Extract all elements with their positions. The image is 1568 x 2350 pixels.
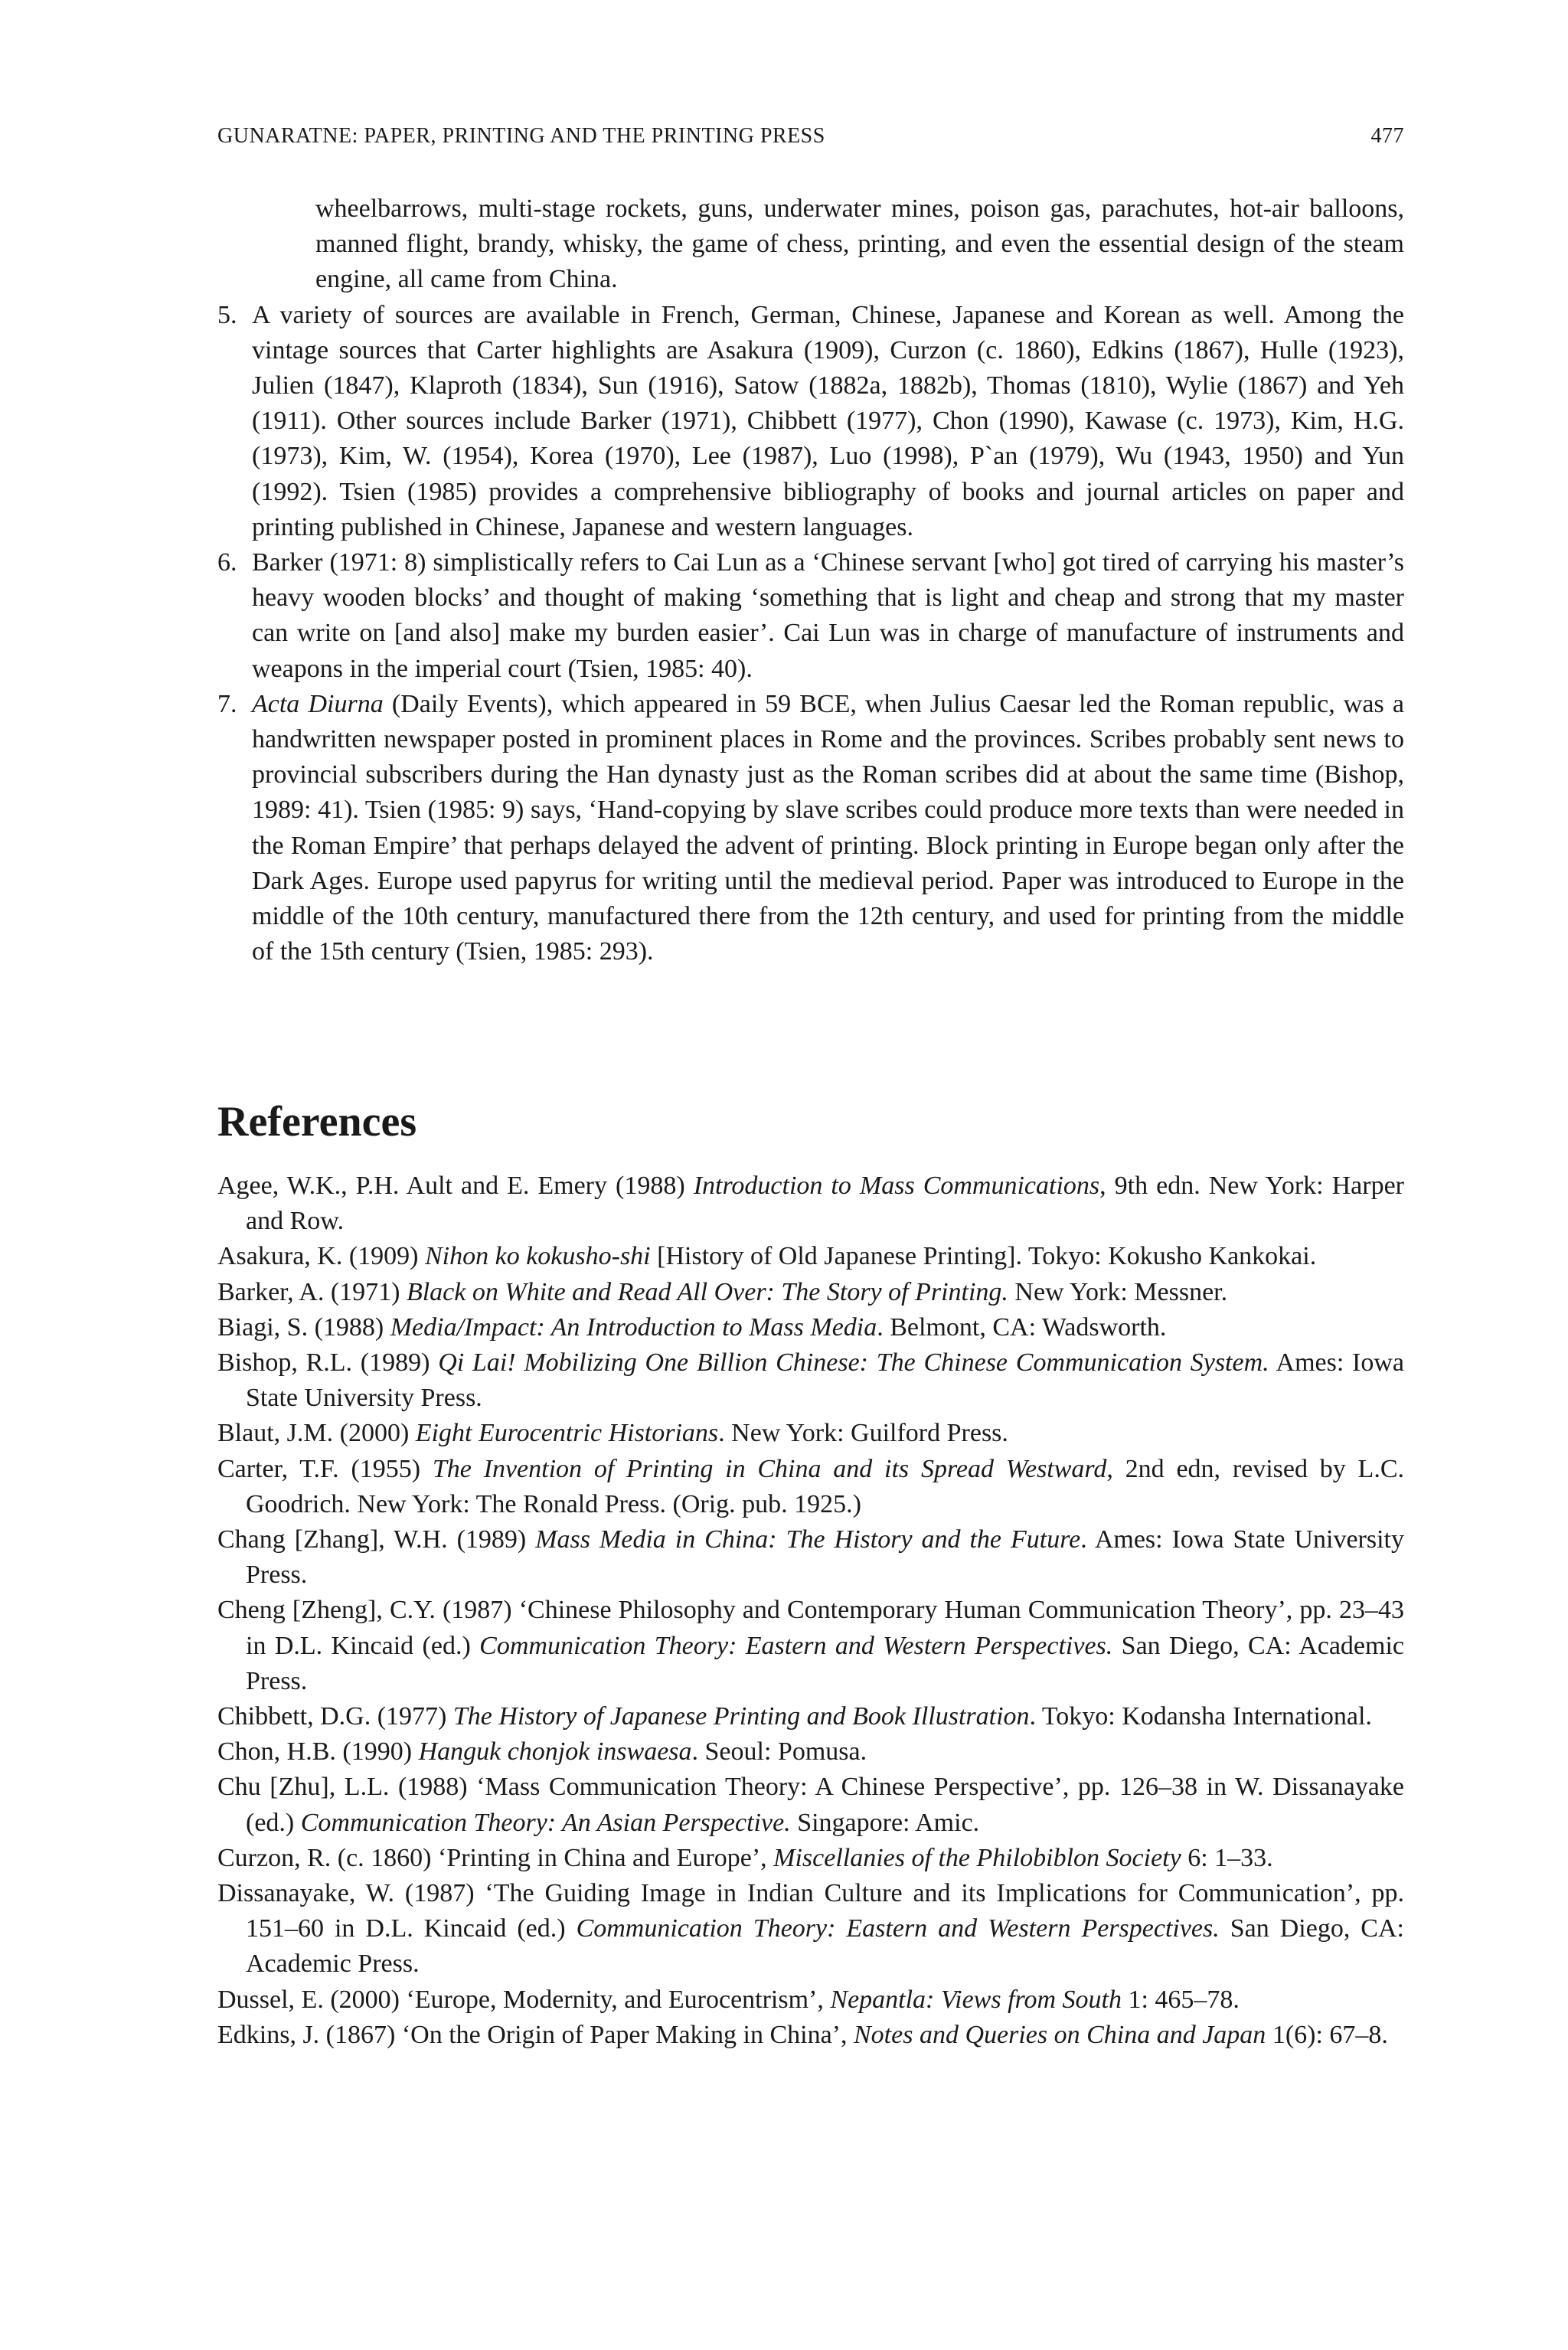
reference-title: Communication Theory: Eastern and Western Perspectives. <box>576 1914 1220 1943</box>
reference-entry <box>217 2018 1404 2053</box>
reference-title: Miscellanies of the Philobiblon Society <box>773 1843 1181 1872</box>
reference-entry <box>217 1310 1404 1345</box>
references-heading: References <box>217 1098 417 1146</box>
reference-title: Black on White and Read All Over: The Story of Printing. <box>406 1277 1008 1306</box>
running-header <box>217 124 1404 158</box>
reference-author-date: Curzon, R. (c. 1860) ‘Printing in China and Europe’, <box>217 1843 774 1872</box>
reference-title: Hanguk chonjok inswaesa <box>418 1737 692 1767</box>
endnote-5 <box>217 298 1404 545</box>
reference-publication: . Tokyo: Kodansha International. <box>1029 1702 1372 1731</box>
reference-title: Nepantla: Views from South <box>830 1985 1122 2014</box>
endnote-italic-title: Acta Diurna <box>252 689 384 718</box>
reference-publication: San Diego, CA: Academic Press. <box>246 1631 1404 1695</box>
reference-entry <box>217 1876 1404 1982</box>
reference-entry <box>217 1275 1404 1310</box>
reference-author-date: Chu [Zhu], L.L. (1988) ‘Mass Communication Theory: A Chinese Perspective’, pp. 126–38 in W. Dissanayake (ed.) <box>217 1773 1404 1837</box>
reference-publication: . New York: Guilford Press. <box>718 1419 1008 1448</box>
reference-author-date: Agee, W.K., P.H. Ault and E. Emery (1988) <box>217 1172 694 1200</box>
endnote-text: (Daily Events), which appeared in 59 BCE, when Julius Caesar led the Roman republic, was a handwritten newspaper posted in prominent places in Rome and the provinces. Scribes probably sent news to provincial subscribers during the Han dynasty just as the Roman scribes did at about the same time (Bishop, 1989: 41). Tsien (1985: 9) says, ‘Hand-copying by slave scribes could produce more texts than were needed in the Roman Empire’ that perhaps delayed the advent of printing. Block printing in Europe began only after the Dark Ages. Europe used papyrus for writing until the medieval period. Paper was introduced to Europe in the middle of the 10th century, manufactured there from the 12th century, and used for printing from the middle of the 15th century (Tsien, 1985: 293). <box>252 689 1404 966</box>
reference-author-date: Chon, H.B. (1990) <box>217 1737 419 1767</box>
reference-title: Qi Lai! Mobilizing One Billion Chinese: The Chinese Communication System. <box>438 1348 1269 1378</box>
reference-publication: [History of Old Japanese Printing]. Tokyo: Kokusho Kankokai. <box>650 1242 1317 1271</box>
reference-publication: Ames: Iowa State University Press. <box>246 1348 1404 1413</box>
reference-publication: , 2nd edn, revised by L.C. Goodrich. New York: The Ronald Press. (Orig. pub. 1925.) <box>246 1454 1404 1518</box>
reference-title: Mass Media in China: The History and the Future <box>535 1525 1081 1554</box>
reference-author-date: Chang [Zhang], W.H. (1989) <box>217 1525 536 1554</box>
endnote-number: 7. <box>217 689 237 718</box>
reference-author-date: Barker, A. (1971) <box>217 1277 407 1306</box>
reference-publication: New York: Messner. <box>1008 1277 1228 1306</box>
page-number: 477 <box>1370 124 1404 148</box>
reference-title: Notes and Queries on China and Japan <box>854 2020 1266 2049</box>
reference-title: Introduction to Mass Communications <box>693 1172 1100 1200</box>
reference-author-date: Asakura, K. (1909) <box>217 1242 425 1271</box>
references-list <box>217 1168 1404 2053</box>
reference-entry <box>217 1168 1404 1239</box>
reference-entry <box>217 1699 1404 1734</box>
reference-publication: . Ames: Iowa State University Press. <box>246 1525 1404 1590</box>
reference-title: The Invention of Printing in China and its Spread Westward <box>432 1454 1107 1483</box>
reference-title: Eight Eurocentric Historians <box>415 1419 719 1448</box>
reference-entry <box>217 1345 1404 1416</box>
reference-title: Communication Theory: Eastern and Western Perspectives. <box>479 1631 1113 1660</box>
reference-entry <box>217 1416 1404 1451</box>
reference-author-date: Blaut, J.M. (2000) <box>217 1419 416 1448</box>
reference-title: The History of Japanese Printing and Book Illustration <box>452 1702 1030 1731</box>
reference-author-date: Bishop, R.L. (1989) <box>217 1348 439 1378</box>
reference-entry <box>217 1770 1404 1840</box>
endnote-6 <box>217 545 1404 687</box>
reference-title: Communication Theory: An Asian Perspective. <box>300 1808 791 1837</box>
running-title: GUNARATNE: PAPER, PRINTING AND THE PRINTING PRESS <box>217 124 825 148</box>
reference-publication: 1(6): 67–8. <box>1266 2020 1388 2049</box>
reference-entry <box>217 1841 1404 1876</box>
reference-author-date: Carter, T.F. (1955) <box>217 1454 433 1483</box>
reference-publication: 6: 1–33. <box>1181 1843 1273 1872</box>
reference-title: Nihon ko kokusho-shi <box>425 1242 651 1271</box>
endnotes <box>217 191 1404 969</box>
reference-entry <box>217 1452 1404 1522</box>
reference-author-date: Edkins, J. (1867) ‘On the Origin of Paper Making in China’, <box>217 2020 854 2049</box>
reference-author-date: Biagi, S. (1988) <box>217 1312 390 1342</box>
reference-author-date: Dussel, E. (2000) ‘Europe, Modernity, and Eurocentrism’, <box>217 1985 831 2014</box>
endnote-number: 6. <box>217 548 237 577</box>
note-continuation: wheelbarrows, multi-stage rockets, guns, underwater mines, poison gas, parachutes, hot-air balloons, manned flight, brandy, whisky, the game of chess, printing, and even the essential design of the steam engine, all came from China. <box>315 194 1404 294</box>
reference-publication: . Seoul: Pomusa. <box>691 1737 867 1767</box>
reference-publication: 1: 465–78. <box>1121 1985 1240 2014</box>
reference-entry <box>217 1522 1404 1593</box>
reference-publication: , 9th edn. New York: Harper and Row. <box>246 1172 1404 1236</box>
reference-author-date: Chibbett, D.G. (1977) <box>217 1702 453 1731</box>
reference-publication: San Diego, CA: Academic Press. <box>246 1914 1404 1979</box>
reference-entry <box>217 1239 1404 1274</box>
endnote-text: Barker (1971: 8) simplistically refers to Cai Lun as a ‘Chinese servant [who] got tired of carrying his master’s heavy wooden blocks’ and thought of making ‘something that is light and cheap and strong that my master can write on [and also] make my burden easier’. Cai Lun was in charge of manufacture of instruments and weapons in the imperial court (Tsien, 1985: 40). <box>252 548 1404 683</box>
reference-author-date: Dissanayake, W. (1987) ‘The Guiding Image in Indian Culture and its Implications for Communication’, pp. 151–60 in D.L. Kincaid (ed.) <box>217 1879 1404 1943</box>
reference-entry <box>217 1734 1404 1770</box>
reference-entry <box>217 1593 1404 1699</box>
reference-entry <box>217 1982 1404 2018</box>
reference-title: Media/Impact: An Introduction to Mass Media <box>390 1312 877 1342</box>
reference-author-date: Cheng [Zheng], C.Y. (1987) ‘Chinese Philosophy and Contemporary Human Communication Theory’, pp. 23–43 in D.L. Kincaid (ed.) <box>217 1596 1404 1660</box>
endnote-number: 5. <box>217 300 237 329</box>
reference-publication: . Belmont, CA: Wadsworth. <box>877 1312 1167 1342</box>
endnote-text: A variety of sources are available in French, German, Chinese, Japanese and Korean as well. Among the vintage sources that Carter highlights are Asakura (1909), Curzon (c. 1860), Edkins (1867), Hulle (1923), Julien (1847), Klaproth (1834), Sun (1916), Satow (1882a, 1882b), Thomas (1810), Wylie (1867) and Yeh (1911). Other sources include Barker (1971), Chibbett (1977), Chon (1990), Kawase (c. 1973), Kim, H.G. (1973), Kim, W. (1954), Korea (1970), Lee (1987), Luo (1998), P`an (1979), Wu (1943, 1950) and Yun (1992). Tsien (1985) provides a comprehensive bibliography of books and journal articles on paper and printing published in Chinese, Japanese and western languages. <box>252 300 1404 541</box>
reference-publication: Singapore: Amic. <box>790 1808 980 1837</box>
endnote-7 <box>217 687 1404 970</box>
